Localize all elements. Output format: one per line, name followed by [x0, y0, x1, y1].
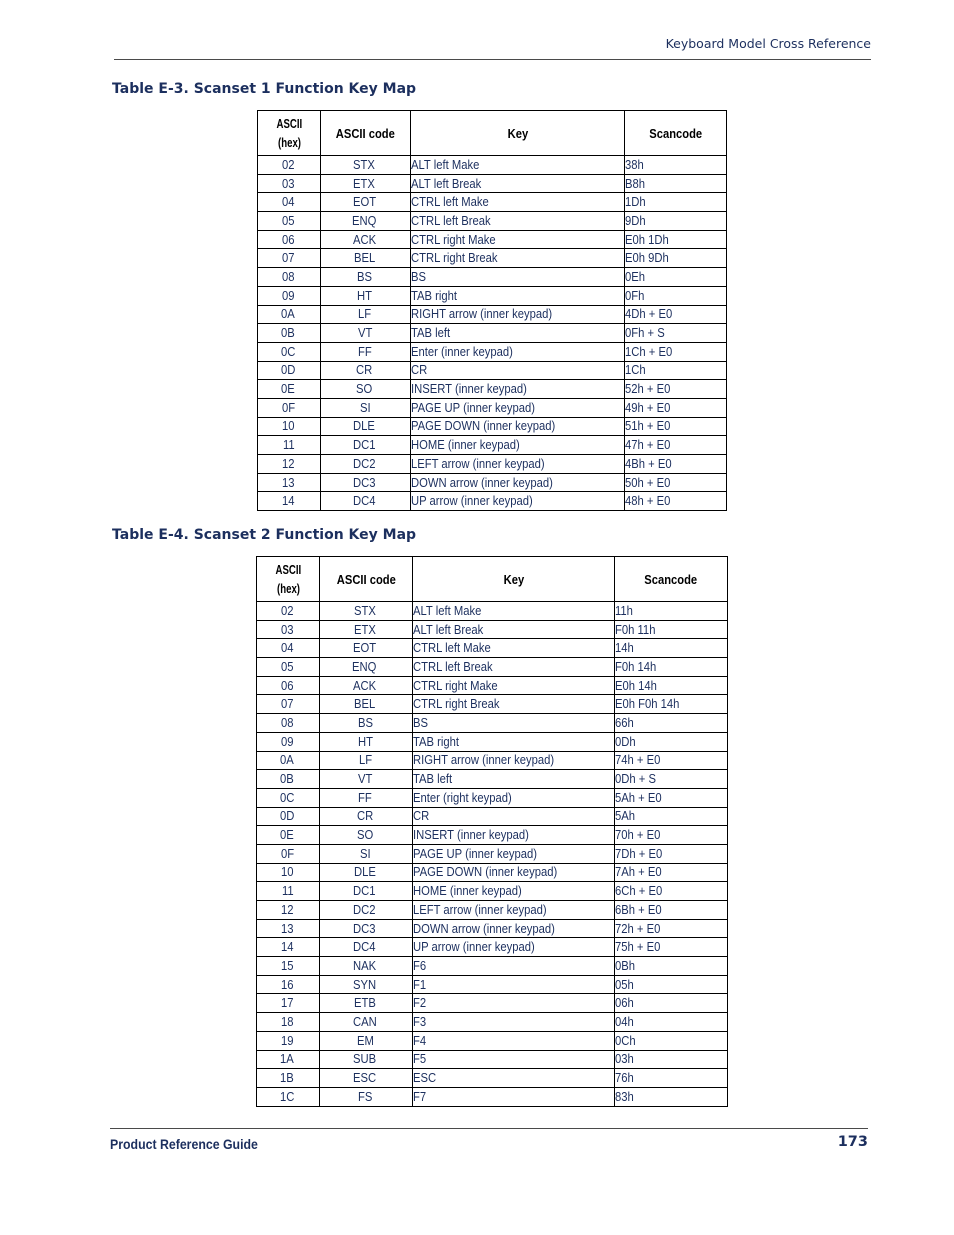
- table-row: [257, 975, 728, 994]
- cell-key: CTRL right Break: [413, 695, 615, 714]
- cell-key: HOME (inner keypad): [411, 436, 625, 455]
- cell-key: CTRL left Make: [413, 639, 615, 658]
- cell-key: ALT left Make: [411, 156, 625, 175]
- cell-key: LEFT arrow (inner keypad): [413, 901, 615, 920]
- table-row: [257, 1013, 728, 1032]
- cell-ascii-code: DC3: [321, 473, 411, 492]
- cell-ascii-hex: 0A: [257, 751, 320, 770]
- cell-ascii-hex: 0B: [258, 324, 321, 343]
- col-header-scancode: Scancode: [625, 111, 727, 156]
- table-row: [257, 938, 728, 957]
- cell-ascii-hex: 19: [257, 1031, 320, 1050]
- cell-key: CR: [413, 807, 615, 826]
- cell-key: BS: [413, 714, 615, 733]
- cell-scancode: 5Ah + E0: [615, 788, 728, 807]
- cell-ascii-hex: 1B: [257, 1069, 320, 1088]
- cell-scancode: 03h: [615, 1050, 728, 1069]
- cell-scancode: 5Ah: [615, 807, 728, 826]
- table-row: [257, 732, 728, 751]
- cell-scancode: 83h: [615, 1087, 728, 1106]
- cell-scancode: 0Fh: [625, 286, 727, 305]
- cell-scancode: 6Ch + E0: [615, 882, 728, 901]
- table-row: [257, 901, 728, 920]
- cell-ascii-code: ENQ: [321, 212, 411, 231]
- table-row: [257, 658, 728, 677]
- cell-scancode: 1Ch + E0: [625, 342, 727, 361]
- cell-ascii-hex: 07: [257, 695, 320, 714]
- cell-scancode: 52h + E0: [625, 380, 727, 399]
- table-row: [257, 826, 728, 845]
- cell-ascii-hex: 03: [258, 174, 321, 193]
- table-row: [258, 436, 727, 455]
- cell-key: F2: [413, 994, 615, 1013]
- cell-ascii-code: SYN: [320, 975, 413, 994]
- cell-scancode: 11h: [615, 602, 728, 621]
- cell-ascii-hex: 0F: [257, 844, 320, 863]
- cell-ascii-code: VT: [321, 324, 411, 343]
- cell-ascii-code: LF: [320, 751, 413, 770]
- cell-ascii-hex: 12: [257, 901, 320, 920]
- cell-key: PAGE UP (inner keypad): [411, 398, 625, 417]
- cell-ascii-code: SI: [321, 398, 411, 417]
- cell-key: F7: [413, 1087, 615, 1106]
- cell-key: PAGE DOWN (inner keypad): [413, 863, 615, 882]
- table-row: [257, 676, 728, 695]
- cell-ascii-hex: 0E: [257, 826, 320, 845]
- cell-ascii-hex: 0D: [257, 807, 320, 826]
- cell-ascii-hex: 03: [257, 620, 320, 639]
- cell-scancode: F0h 14h: [615, 658, 728, 677]
- table-row: [257, 1050, 728, 1069]
- cell-scancode: 66h: [615, 714, 728, 733]
- cell-ascii-code: DLE: [321, 417, 411, 436]
- cell-ascii-hex: 02: [257, 602, 320, 621]
- cell-ascii-code: DC1: [320, 882, 413, 901]
- cell-ascii-hex: 05: [257, 658, 320, 677]
- cell-key: CTRL left Make: [411, 193, 625, 212]
- cell-scancode: 6Bh + E0: [615, 901, 728, 920]
- cell-scancode: 9Dh: [625, 212, 727, 231]
- table-row: [257, 788, 728, 807]
- cell-key: TAB left: [411, 324, 625, 343]
- cell-ascii-code: SO: [320, 826, 413, 845]
- cell-key: TAB left: [413, 770, 615, 789]
- cell-key: INSERT (inner keypad): [413, 826, 615, 845]
- table-header-row: [257, 557, 728, 602]
- cell-key: CTRL right Break: [411, 249, 625, 268]
- cell-scancode: 51h + E0: [625, 417, 727, 436]
- table-row: [257, 863, 728, 882]
- table-row: [257, 1031, 728, 1050]
- table-row: [258, 193, 727, 212]
- cell-ascii-code: ETB: [320, 994, 413, 1013]
- cell-scancode: F0h 11h: [615, 620, 728, 639]
- cell-ascii-code: FF: [321, 342, 411, 361]
- cell-ascii-hex: 0B: [257, 770, 320, 789]
- cell-ascii-code: ENQ: [320, 658, 413, 677]
- cell-key: PAGE UP (inner keypad): [413, 844, 615, 863]
- cell-ascii-hex: 15: [257, 957, 320, 976]
- cell-key: CTRL right Make: [413, 676, 615, 695]
- cell-ascii-code: SUB: [320, 1050, 413, 1069]
- cell-scancode: 7Ah + E0: [615, 863, 728, 882]
- cell-key: INSERT (inner keypad): [411, 380, 625, 399]
- cell-ascii-hex: 0D: [258, 361, 321, 380]
- cell-ascii-hex: 16: [257, 975, 320, 994]
- col-header-key: Key: [411, 111, 625, 156]
- table-row: [258, 417, 727, 436]
- cell-scancode: 0Ch: [615, 1031, 728, 1050]
- cell-ascii-code: LF: [321, 305, 411, 324]
- table-row: [257, 994, 728, 1013]
- cell-ascii-hex: 10: [257, 863, 320, 882]
- cell-key: F4: [413, 1031, 615, 1050]
- cell-ascii-hex: 0E: [258, 380, 321, 399]
- cell-ascii-hex: 12: [258, 455, 321, 474]
- cell-ascii-code: SO: [321, 380, 411, 399]
- cell-ascii-code: CAN: [320, 1013, 413, 1032]
- cell-ascii-code: HT: [321, 286, 411, 305]
- table-row: [257, 807, 728, 826]
- cell-ascii-code: ETX: [321, 174, 411, 193]
- cell-ascii-hex: 14: [258, 492, 321, 511]
- cell-scancode: 74h + E0: [615, 751, 728, 770]
- table-row: [258, 324, 727, 343]
- cell-scancode: B8h: [625, 174, 727, 193]
- table-row: [258, 156, 727, 175]
- cell-ascii-code: ESC: [320, 1069, 413, 1088]
- cell-ascii-code: HT: [320, 732, 413, 751]
- table-row: [257, 639, 728, 658]
- cell-ascii-code: DC1: [321, 436, 411, 455]
- cell-key: ESC: [413, 1069, 615, 1088]
- footer-guide-title: Product Reference Guide: [110, 1136, 258, 1152]
- cell-scancode: 04h: [615, 1013, 728, 1032]
- cell-ascii-hex: 1A: [257, 1050, 320, 1069]
- cell-ascii-code: CR: [320, 807, 413, 826]
- cell-ascii-code: BEL: [321, 249, 411, 268]
- cell-ascii-code: STX: [320, 602, 413, 621]
- table-row: [257, 751, 728, 770]
- cell-key: UP arrow (inner keypad): [413, 938, 615, 957]
- cell-key: ALT left Break: [413, 620, 615, 639]
- cell-ascii-hex: 05: [258, 212, 321, 231]
- cell-scancode: 49h + E0: [625, 398, 727, 417]
- table-row: [257, 1069, 728, 1088]
- cell-ascii-hex: 0C: [258, 342, 321, 361]
- cell-ascii-code: DC4: [320, 938, 413, 957]
- table-row: [257, 695, 728, 714]
- cell-scancode: 76h: [615, 1069, 728, 1088]
- cell-ascii-hex: 09: [257, 732, 320, 751]
- cell-ascii-code: FF: [320, 788, 413, 807]
- table-row: [258, 361, 727, 380]
- cell-ascii-hex: 10: [258, 417, 321, 436]
- cell-key: RIGHT arrow (inner keypad): [411, 305, 625, 324]
- cell-ascii-code: VT: [320, 770, 413, 789]
- cell-key: TAB right: [413, 732, 615, 751]
- cell-key: F3: [413, 1013, 615, 1032]
- table-row: [257, 844, 728, 863]
- cell-scancode: 70h + E0: [615, 826, 728, 845]
- cell-ascii-hex: 11: [258, 436, 321, 455]
- cell-ascii-hex: 0C: [257, 788, 320, 807]
- cell-key: PAGE DOWN (inner keypad): [411, 417, 625, 436]
- table-row: [258, 249, 727, 268]
- cell-scancode: 48h + E0: [625, 492, 727, 511]
- cell-ascii-code: STX: [321, 156, 411, 175]
- cell-ascii-hex: 08: [258, 268, 321, 287]
- running-header-title: Keyboard Model Cross Reference: [665, 36, 871, 51]
- cell-scancode: E0h F0h 14h: [615, 695, 728, 714]
- cell-ascii-code: DC2: [321, 455, 411, 474]
- cell-key: TAB right: [411, 286, 625, 305]
- scanset1-table-body: [258, 156, 727, 511]
- cell-ascii-code: ACK: [320, 676, 413, 695]
- cell-scancode: 72h + E0: [615, 919, 728, 938]
- cell-scancode: 0Fh + S: [625, 324, 727, 343]
- cell-ascii-code: EOT: [321, 193, 411, 212]
- cell-key: CR: [411, 361, 625, 380]
- cell-scancode: 0Dh + S: [615, 770, 728, 789]
- cell-ascii-code: BS: [320, 714, 413, 733]
- col-header-ascii-code: ASCII code: [321, 111, 411, 156]
- table-row: [257, 882, 728, 901]
- cell-scancode: 1Ch: [625, 361, 727, 380]
- cell-ascii-hex: 04: [257, 639, 320, 658]
- table-row: [257, 602, 728, 621]
- cell-ascii-code: ETX: [320, 620, 413, 639]
- cell-ascii-hex: 0A: [258, 305, 321, 324]
- cell-ascii-code: DC2: [320, 901, 413, 920]
- cell-ascii-code: SI: [320, 844, 413, 863]
- cell-ascii-hex: 13: [257, 919, 320, 938]
- table-row: [258, 286, 727, 305]
- cell-ascii-hex: 13: [258, 473, 321, 492]
- cell-ascii-hex: 04: [258, 193, 321, 212]
- table-row: [258, 398, 727, 417]
- cell-ascii-hex: 11: [257, 882, 320, 901]
- cell-ascii-hex: 06: [257, 676, 320, 695]
- cell-scancode: 0Dh: [615, 732, 728, 751]
- cell-key: CTRL left Break: [413, 658, 615, 677]
- cell-ascii-code: DLE: [320, 863, 413, 882]
- scanset2-function-key-table: [256, 556, 728, 1107]
- cell-ascii-hex: 17: [257, 994, 320, 1013]
- col-header-ascii-code: ASCII code: [320, 557, 413, 602]
- cell-key: F5: [413, 1050, 615, 1069]
- cell-ascii-code: EOT: [320, 639, 413, 658]
- cell-scancode: E0h 1Dh: [625, 230, 727, 249]
- col-header-key: Key: [413, 557, 615, 602]
- table-row: [258, 473, 727, 492]
- table-row: [257, 620, 728, 639]
- table-row: [258, 230, 727, 249]
- table-row: [258, 492, 727, 511]
- table-row: [258, 268, 727, 287]
- cell-ascii-code: DC3: [320, 919, 413, 938]
- cell-key: Enter (inner keypad): [411, 342, 625, 361]
- cell-key: DOWN arrow (inner keypad): [413, 919, 615, 938]
- cell-ascii-code: DC4: [321, 492, 411, 511]
- table-row: [258, 305, 727, 324]
- cell-ascii-hex: 02: [258, 156, 321, 175]
- cell-ascii-hex: 18: [257, 1013, 320, 1032]
- footer-divider: [110, 1128, 868, 1129]
- table-row: [258, 212, 727, 231]
- cell-ascii-hex: 1C: [257, 1087, 320, 1106]
- table-row: [258, 380, 727, 399]
- cell-scancode: 50h + E0: [625, 473, 727, 492]
- header-divider: [114, 59, 871, 60]
- cell-key: DOWN arrow (inner keypad): [411, 473, 625, 492]
- cell-ascii-code: BEL: [320, 695, 413, 714]
- cell-key: F6: [413, 957, 615, 976]
- cell-scancode: 05h: [615, 975, 728, 994]
- cell-scancode: E0h 14h: [615, 676, 728, 695]
- cell-key: ALT left Make: [413, 602, 615, 621]
- cell-ascii-code: NAK: [320, 957, 413, 976]
- cell-ascii-hex: 09: [258, 286, 321, 305]
- col-header-scancode: Scancode: [615, 557, 728, 602]
- table-row: [257, 957, 728, 976]
- cell-ascii-code: FS: [320, 1087, 413, 1106]
- cell-scancode: 1Dh: [625, 193, 727, 212]
- page-number: 173: [837, 1134, 868, 1150]
- table-row: [257, 714, 728, 733]
- col-header-ascii-hex: ASCII (hex): [258, 111, 321, 156]
- scanset2-table-body: [257, 602, 728, 1107]
- cell-scancode: 4Bh + E0: [625, 455, 727, 474]
- cell-scancode: 38h: [625, 156, 727, 175]
- cell-scancode: 7Dh + E0: [615, 844, 728, 863]
- cell-ascii-code: ACK: [321, 230, 411, 249]
- table-row: [258, 455, 727, 474]
- cell-key: CTRL right Make: [411, 230, 625, 249]
- cell-scancode: E0h 9Dh: [625, 249, 727, 268]
- cell-scancode: 06h: [615, 994, 728, 1013]
- cell-key: HOME (inner keypad): [413, 882, 615, 901]
- cell-ascii-hex: 14: [257, 938, 320, 957]
- table-e3-caption: Table E-3. Scanset 1 Function Key Map: [112, 81, 417, 97]
- table-header-row: [258, 111, 727, 156]
- cell-key: CTRL left Break: [411, 212, 625, 231]
- cell-ascii-hex: 06: [258, 230, 321, 249]
- cell-key: Enter (right keypad): [413, 788, 615, 807]
- table-row: [257, 770, 728, 789]
- table-e4-caption: Table E-4. Scanset 2 Function Key Map: [112, 527, 417, 543]
- col-header-ascii-hex: ASCII (hex): [257, 557, 320, 602]
- cell-key: BS: [411, 268, 625, 287]
- table-row: [257, 1087, 728, 1106]
- cell-scancode: 4Dh + E0: [625, 305, 727, 324]
- cell-key: UP arrow (inner keypad): [411, 492, 625, 511]
- cell-ascii-code: EM: [320, 1031, 413, 1050]
- cell-key: RIGHT arrow (inner keypad): [413, 751, 615, 770]
- scanset1-function-key-table: [257, 110, 727, 511]
- cell-ascii-code: BS: [321, 268, 411, 287]
- cell-scancode: 0Bh: [615, 957, 728, 976]
- cell-ascii-hex: 0F: [258, 398, 321, 417]
- table-row: [258, 342, 727, 361]
- cell-scancode: 75h + E0: [615, 938, 728, 957]
- cell-scancode: 0Eh: [625, 268, 727, 287]
- cell-key: LEFT arrow (inner keypad): [411, 455, 625, 474]
- cell-scancode: 14h: [615, 639, 728, 658]
- table-row: [258, 174, 727, 193]
- cell-scancode: 47h + E0: [625, 436, 727, 455]
- cell-ascii-hex: 08: [257, 714, 320, 733]
- cell-key: F1: [413, 975, 615, 994]
- table-row: [257, 919, 728, 938]
- cell-key: ALT left Break: [411, 174, 625, 193]
- cell-ascii-hex: 07: [258, 249, 321, 268]
- cell-ascii-code: CR: [321, 361, 411, 380]
